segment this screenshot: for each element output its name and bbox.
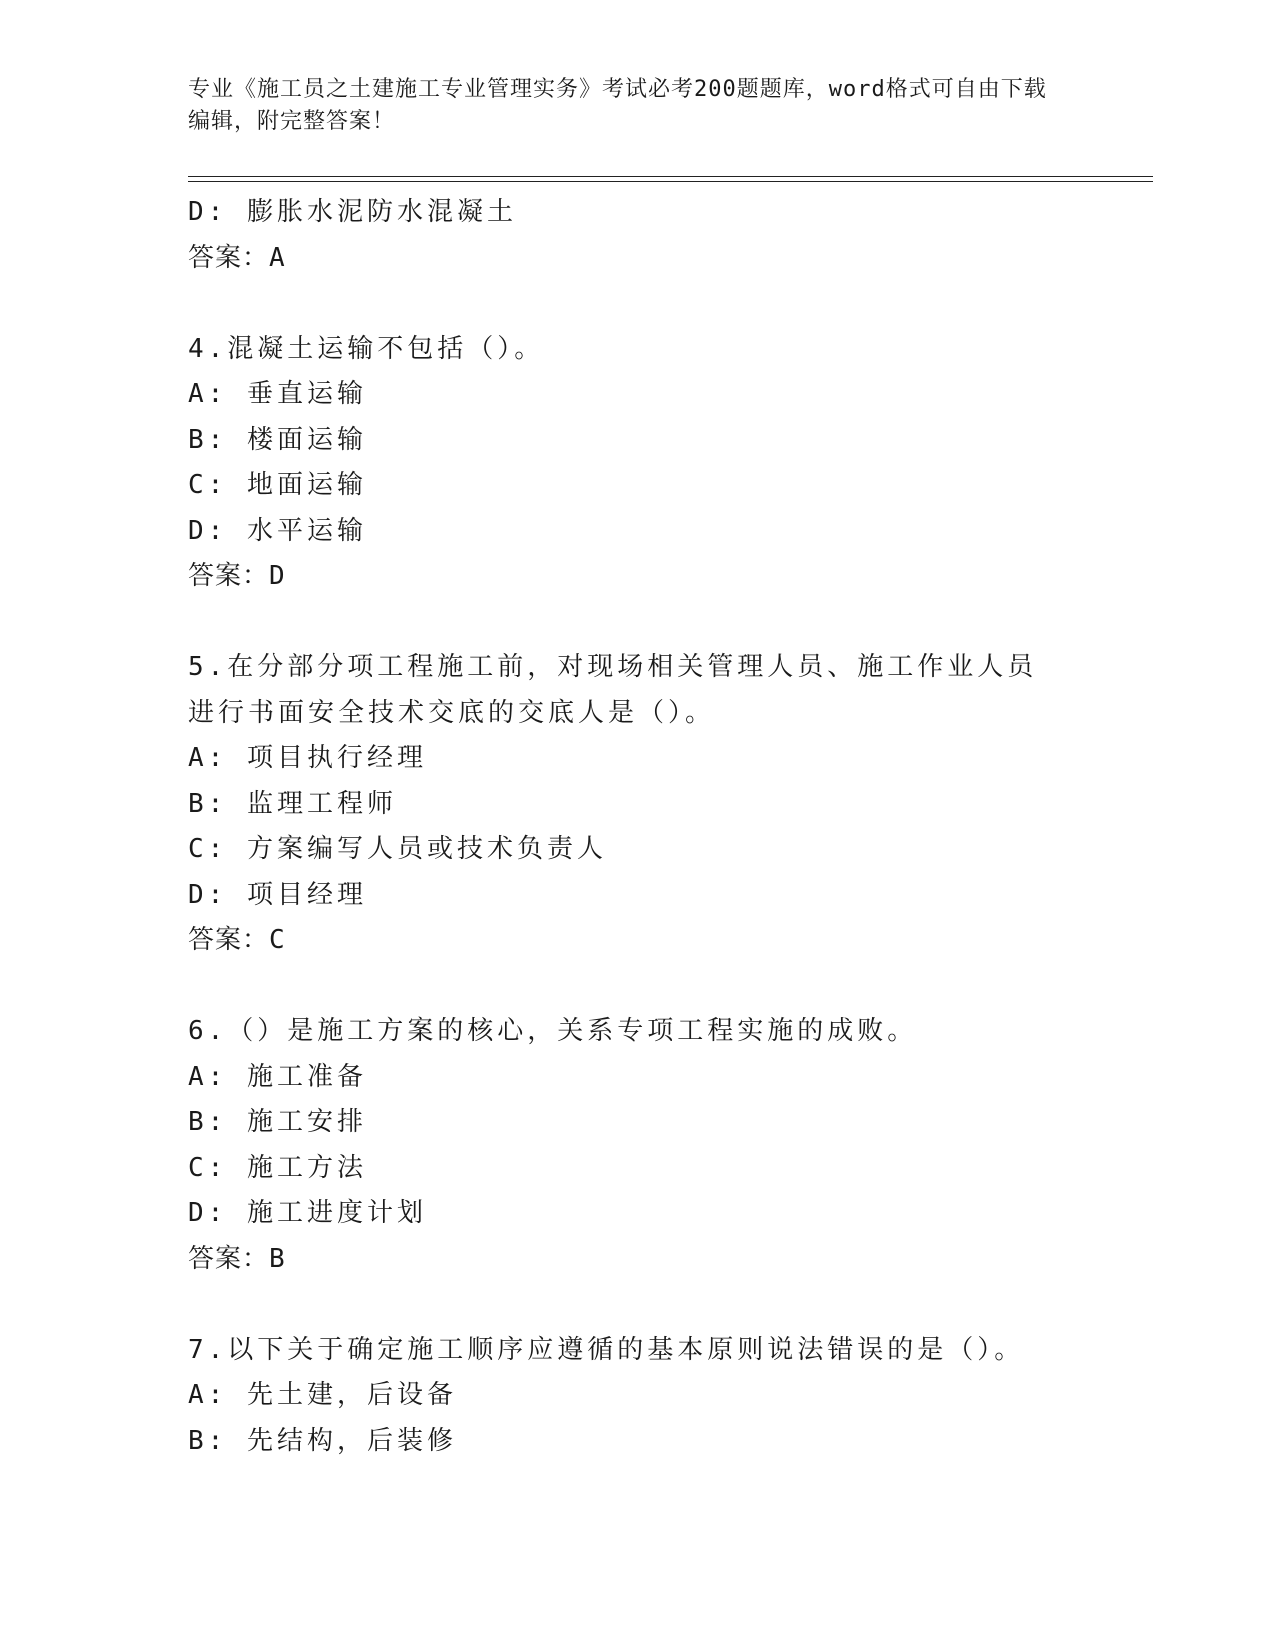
question-4 [188,327,1088,600]
answer-line [188,554,1088,600]
answer-value: C [269,925,286,955]
document-body [188,190,1088,1464]
question-stem: 5.在分部分项工程施工前，对现场相关管理人员、施工作业人员进行书面安全技术交底的交底人是（）。 [188,652,1038,728]
answer-label: 答案： [188,925,270,955]
answer-value: A [269,242,286,273]
option-b: B: 监理工程师 [188,788,397,819]
spacer [188,281,1088,327]
option-d: D: 膨胀水泥防水混凝土 [188,197,517,227]
option-c: C: 地面运输 [188,470,367,500]
question-5 [188,645,1088,964]
spacer [188,1282,1088,1328]
option-d: D: 水平运输 [188,515,367,546]
question-6 [188,1009,1088,1282]
option-b: B: 施工安排 [188,1107,367,1137]
option-c: C: 方案编写人员或技术负责人 [188,834,607,864]
answer-label: 答案： [188,242,270,273]
question-stem: 7.以下关于确定施工顺序应遵循的基本原则说法错误的是（）。 [188,1334,1025,1365]
option-d: D: 项目经理 [188,879,367,910]
option-a: A: 先土建，后设备 [188,1380,457,1410]
answer-label: 答案： [188,561,270,591]
answer-value: B [269,1243,286,1274]
question-7 [188,1328,1088,1465]
answer-value: D [269,561,286,591]
option-d: D: 施工进度计划 [188,1198,427,1228]
option-a: A: 施工准备 [188,1061,367,1092]
option-a: A: 项目执行经理 [188,743,427,773]
option-a: A: 垂直运输 [188,379,367,409]
header-divider-top [188,176,1153,177]
header-divider-bottom [188,181,1153,182]
spacer [188,600,1088,646]
question-stem: 4.混凝土运输不包括（）。 [188,333,545,364]
question-stem: 6.（）是施工方案的核心，关系专项工程实施的成败。 [188,1016,918,1046]
answer-label: 答案： [188,1243,270,1274]
option-b: B: 先结构，后装修 [188,1425,457,1456]
spacer [188,964,1088,1010]
option-c: C: 施工方法 [188,1152,367,1183]
document-header: 专业《施工员之土建施工专业管理实务》考试必考200题题库，word格式可自由下载编辑，附完整答案！ [188,77,1047,134]
answer-line [188,918,1088,964]
option-b: B: 楼面运输 [188,424,367,455]
answer-line [188,1237,1088,1283]
answer-line [188,236,1088,282]
